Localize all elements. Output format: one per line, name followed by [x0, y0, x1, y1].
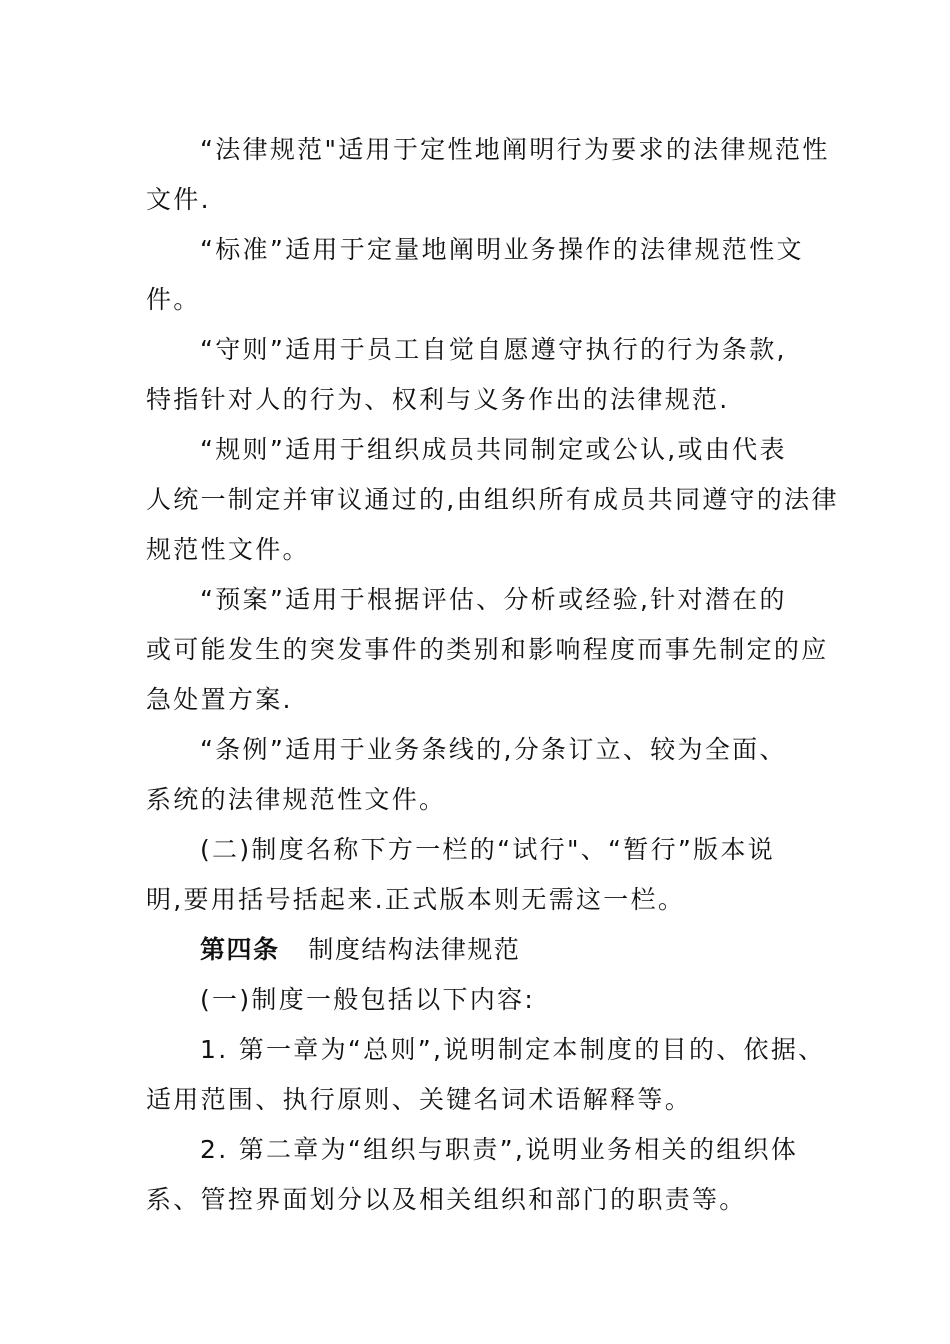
paragraph-line: “法律规范"适用于定性地阐明行为要求的法律规范性 [200, 135, 830, 164]
paragraph-line: 系、管控界面划分以及相关组织和部门的职责等。 [146, 1185, 747, 1214]
article-heading [200, 933, 826, 967]
paragraph-line: 适用范围、执行原则、关键名词术语解释等。 [146, 1085, 693, 1114]
paragraph-line: 2. 第二章为“组织与职责”,说明业务相关的组织体 [200, 1135, 799, 1164]
paragraph-line: 件。 [146, 285, 201, 314]
paragraph-line: 急处置方案. [146, 685, 293, 714]
paragraph-line: “条例”适用于业务条线的,分条订立、较为全面、 [200, 735, 787, 764]
paragraph-line: “标准”适用于定量地阐明业务操作的法律规范性文 [200, 235, 804, 264]
paragraph-line: 规范性文件。 [146, 535, 310, 564]
paragraph-line: 文件. [146, 185, 211, 214]
article-number: 第四条 [200, 935, 280, 964]
paragraph-line: 明,要用括号括起来.正式版本则无需这一栏。 [146, 885, 686, 914]
paragraph-line: 人统一制定并审议通过的,由组织所有成员共同遵守的法律 [146, 485, 839, 514]
article-title: 制度结构法律规范 [308, 935, 521, 964]
paragraph-line: 特指针对人的行为、权利与义务作出的法律规范. [146, 385, 730, 414]
paragraph-line: 或可能发生的突发事件的类别和影响程度而事先制定的应 [146, 635, 829, 664]
paragraph-line: “规则”适用于组织成员共同制定或公认,或由代表 [200, 435, 787, 464]
paragraph-line: 系统的法律规范性文件。 [146, 785, 447, 814]
paragraph-line: (一)制度一般包括以下内容: [200, 985, 536, 1014]
paragraph-line: “预案”适用于根据评估、分析或经验,针对潜在的 [200, 585, 787, 614]
paragraph-line: 1. 第一章为“总则”,说明制定本制度的目的、依据、 [200, 1035, 826, 1064]
paragraph-line: (二)制度名称下方一栏的“试行"、“暂行”版本说 [200, 835, 776, 864]
paragraph-line: “守则”适用于员工自觉自愿遵守执行的行为条款, [200, 335, 787, 364]
